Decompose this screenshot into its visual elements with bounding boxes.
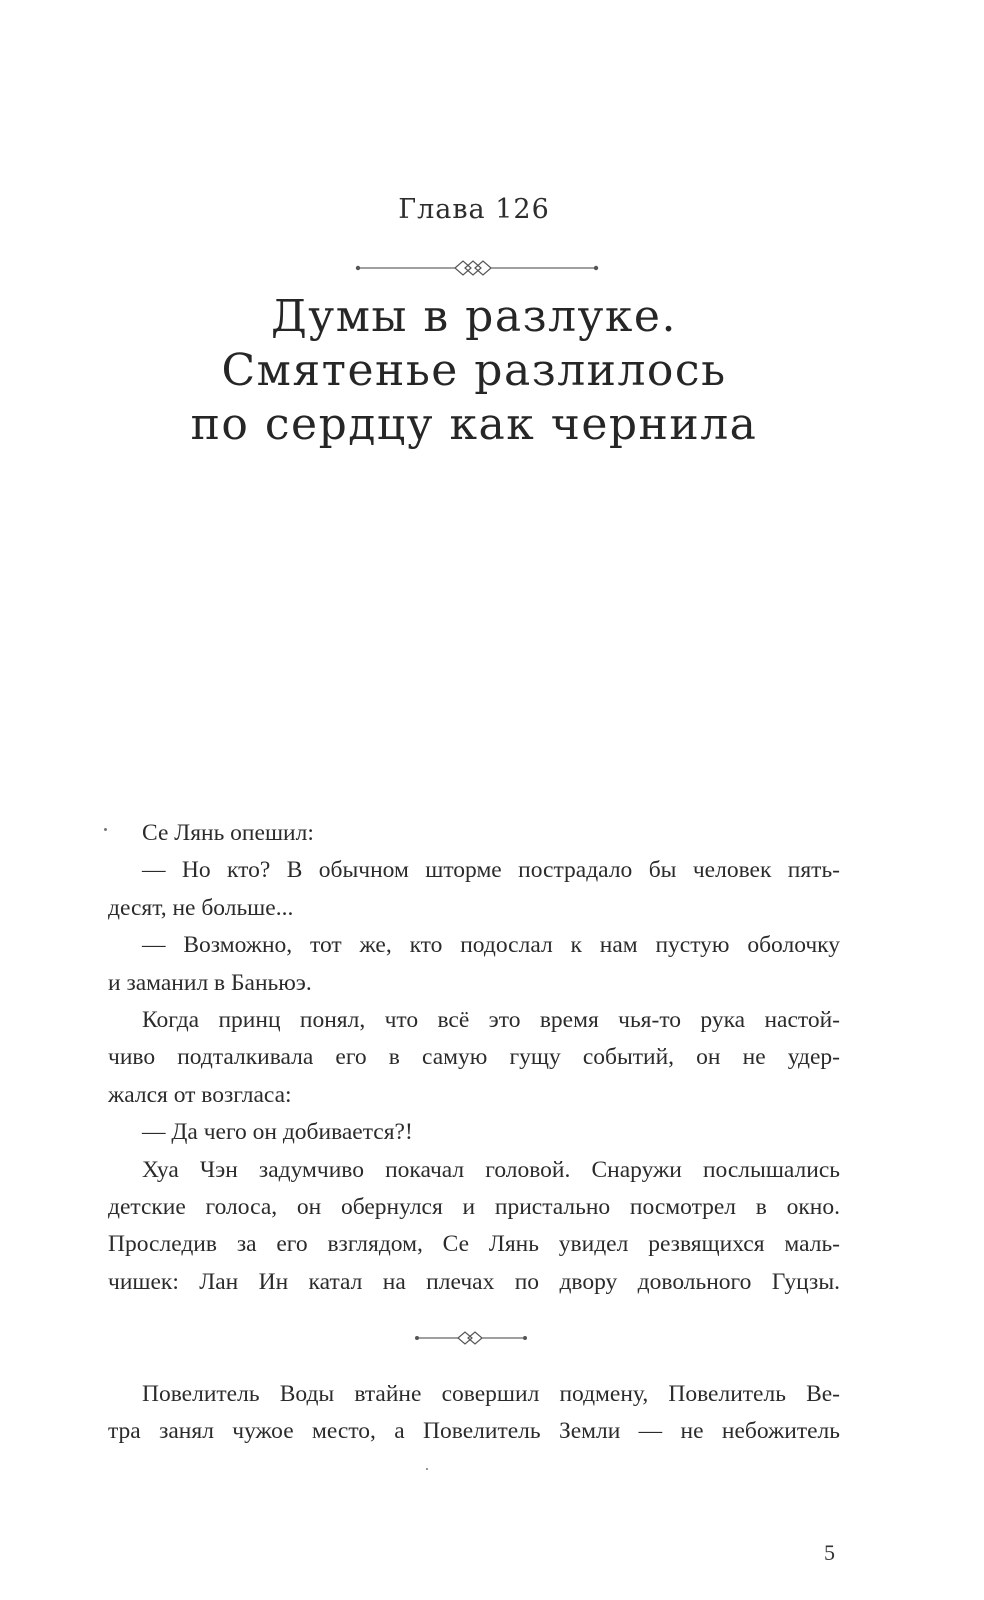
chapter-title: [0, 290, 948, 452]
text-line: Проследив за его взглядом, Се Лянь увидел резвящихся маль-: [108, 1231, 840, 1258]
text-line: жался от возгласа:: [108, 1081, 292, 1108]
ornament-divider-icon: [355, 258, 599, 278]
section-break-icon: [414, 1328, 528, 1348]
print-speck: [426, 1468, 428, 1470]
body-text: [108, 815, 840, 1301]
body-text-continued: [108, 1376, 840, 1451]
chapter-title-line: Смятенье разлилось: [221, 345, 727, 396]
text-line: детские голоса, он обернулся и пристально посмотрел в окно.: [108, 1193, 840, 1220]
text-line: Когда принц понял, что всё это время чья-то рука настой-: [142, 1006, 840, 1033]
chapter-number: Глава 126: [398, 194, 550, 225]
text-line: — Да чего он добивается?!: [142, 1119, 413, 1146]
text-line: — Но кто? В обычном шторме пострадало бы человек пять-: [142, 857, 840, 884]
text-line: десят, не больше...: [108, 894, 294, 921]
text-line: Се Лянь опешил:: [142, 820, 314, 846]
text-line: чиво подталкивала его в самую гущу событий, он не удер-: [108, 1044, 840, 1071]
page-number: 5: [824, 1540, 835, 1565]
text-line: и заманил в Баньюэ.: [108, 969, 312, 996]
chapter-title-line: Думы в разлуке.: [271, 291, 677, 342]
text-line: чишек: Лан Ин катал на плечах по двору довольного Гуцзы.: [108, 1268, 840, 1295]
text-line: Хуа Чэн задумчиво покачал головой. Снаружи послышались: [142, 1156, 840, 1183]
text-line: Повелитель Воды втайне совершил подмену, Повелитель Ве-: [142, 1381, 840, 1407]
chapter-title-line: по сердцу как чернила: [190, 399, 758, 450]
text-line: — Возможно, тот же, кто подослал к нам пустую оболочку: [142, 932, 840, 959]
text-line: тра занял чужое место, а Повелитель Земли — не небожитель: [108, 1418, 840, 1445]
print-speck: [104, 828, 107, 831]
